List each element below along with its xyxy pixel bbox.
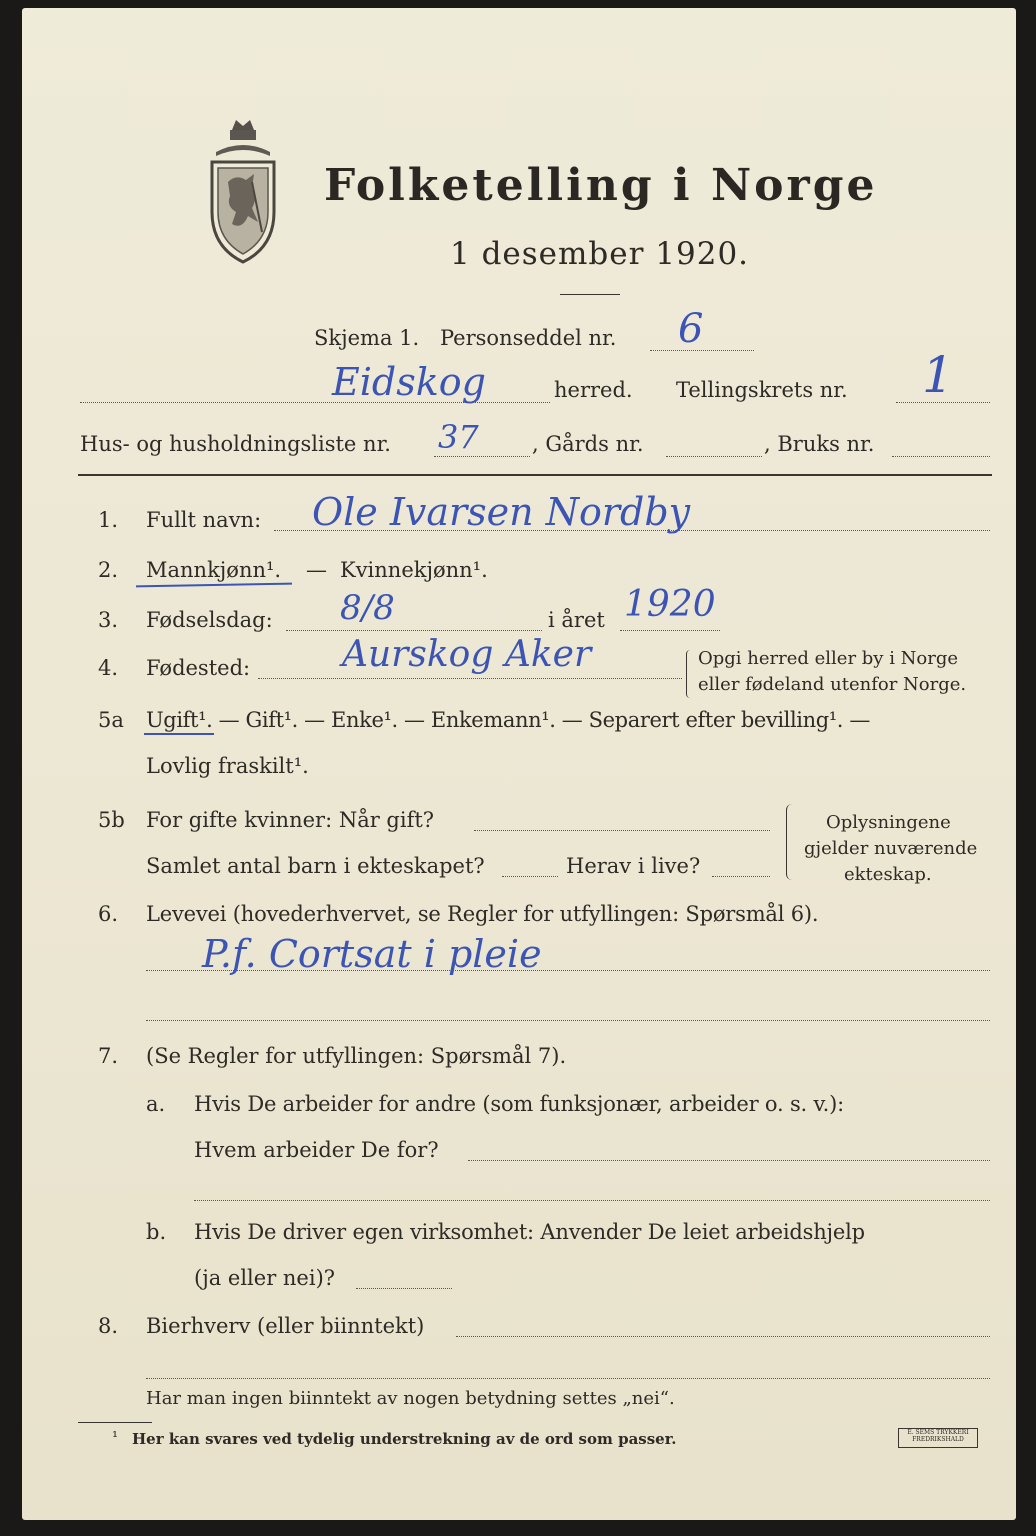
side-income-line-2	[146, 1378, 990, 1379]
q4-label: Fødested:	[146, 656, 251, 680]
q5a-number: 5a	[98, 708, 124, 732]
alive-label: Herav i live?	[566, 854, 701, 878]
marriage-note-3: ekteskap.	[844, 864, 932, 885]
q8-label: Bierhverv (eller biinntekt)	[146, 1314, 425, 1338]
side-income-line	[456, 1336, 990, 1337]
employer-line	[468, 1160, 990, 1161]
married-when-label: For gifte kvinner: Når gift?	[146, 808, 435, 832]
q1-number: 1.	[98, 508, 119, 532]
header-rule	[78, 474, 992, 476]
footnote-text: Her kan svares ved tydelig understrekning av de ord som passer.	[132, 1430, 677, 1448]
printer-stamp-line-2: FREDRIKSHALD	[912, 1436, 964, 1443]
alive-line	[712, 876, 770, 877]
birthdate-value: 8/8	[340, 588, 395, 628]
year-line	[620, 630, 720, 631]
children-label: Samlet antal barn i ekteskapet?	[146, 854, 485, 878]
gards-line	[666, 456, 762, 457]
q7b-letter: b.	[146, 1220, 167, 1244]
q6-label: Levevei (hovederhvervet, se Regler for utfyllingen: Spørsmål 6).	[146, 902, 819, 926]
side-income-note: Har man ingen biinntekt av nogen betydning settes „nei“.	[146, 1388, 675, 1409]
census-date: 1 desember 1920.	[450, 236, 750, 272]
q2-number: 2.	[98, 558, 119, 582]
q7b-line-1: Hvis De driver egen virksomhet: Anvender De leiet arbeidshjelp	[194, 1220, 865, 1244]
printer-stamp-line-1: E. SEMS TRYKKERI	[907, 1429, 969, 1436]
male-option: Mannkjønn¹.	[146, 558, 282, 582]
employer-line-2	[194, 1200, 990, 1201]
title-divider	[560, 294, 620, 295]
q7a-letter: a.	[146, 1092, 166, 1116]
occupation-value: P.f. Cortsat i pleie	[202, 932, 542, 976]
footnote-rule	[78, 1422, 152, 1423]
occupation-line-2	[146, 1020, 990, 1021]
q7-number: 7.	[98, 1044, 119, 1068]
birthplace-line	[258, 678, 682, 679]
q7a-line-1: Hvis De arbeider for andre (som funksjonær, arbeider o. s. v.):	[194, 1092, 844, 1116]
q8-number: 8.	[98, 1314, 119, 1338]
tellingskrets-label: Tellingskrets nr.	[676, 378, 848, 402]
birth-year-value: 1920	[624, 584, 716, 625]
married-when-line	[474, 830, 770, 831]
q7-label: (Se Regler for utfyllingen: Spørsmål 7).	[146, 1044, 567, 1068]
q7b-line-2: (ja eller nei)?	[194, 1266, 336, 1290]
personseddel-value: 6	[678, 306, 704, 352]
herred-label: herred.	[554, 378, 633, 402]
full-name-value: Ole Ivarsen Nordby	[312, 490, 691, 534]
birthplace-value: Aurskog Aker	[342, 634, 592, 675]
husliste-value: 37	[438, 418, 479, 456]
schema-label: Skjema 1.	[314, 326, 420, 350]
occupation-line-1	[146, 970, 990, 971]
marriage-brace	[786, 804, 795, 880]
gards-label: , Gårds nr.	[532, 432, 644, 456]
form-title: Folketelling i Norge	[324, 160, 878, 211]
husliste-label: Hus- og husholdningsliste nr.	[80, 432, 391, 456]
birthplace-brace	[686, 650, 693, 698]
bruks-line	[892, 456, 990, 457]
birthplace-note-2: eller fødeland utenfor Norge.	[698, 674, 967, 695]
q2-dash: —	[306, 558, 327, 582]
footnote-mark: ¹	[112, 1428, 119, 1446]
coat-of-arms-icon	[202, 112, 284, 272]
husliste-line	[434, 456, 530, 457]
year-label: i året	[548, 608, 605, 632]
tellingskrets-value: 1	[922, 346, 954, 404]
personseddel-label: Personseddel nr.	[440, 326, 617, 350]
female-option: Kvinnekjønn¹.	[340, 558, 488, 582]
marital-options-2: Lovlig fraskilt¹.	[146, 754, 309, 778]
printer-stamp	[898, 1428, 978, 1448]
census-form	[22, 8, 1016, 1520]
ugift-underline	[144, 733, 214, 735]
birthplace-note-1: Opgi herred eller by i Norge	[698, 648, 959, 669]
marriage-note-2: gjelder nuværende	[804, 838, 978, 859]
hired-help-line	[356, 1288, 452, 1289]
q1-label: Fullt navn:	[146, 508, 262, 532]
q3-label: Fødselsdag:	[146, 608, 273, 632]
q3-number: 3.	[98, 608, 119, 632]
q5b-number: 5b	[98, 808, 125, 832]
bruks-label: , Bruks nr.	[764, 432, 875, 456]
children-line	[502, 876, 558, 877]
birthdate-line	[286, 630, 542, 631]
q4-number: 4.	[98, 656, 119, 680]
marriage-note-1: Oplysningene	[826, 812, 951, 833]
herred-value: Eidskog	[332, 360, 486, 404]
marital-options: Ugift¹. — Gift¹. — Enke¹. — Enkemann¹. — Separert efter bevilling¹. —	[146, 708, 870, 732]
q6-number: 6.	[98, 902, 119, 926]
q7a-line-2: Hvem arbeider De for?	[194, 1138, 439, 1162]
male-underline	[136, 583, 292, 588]
